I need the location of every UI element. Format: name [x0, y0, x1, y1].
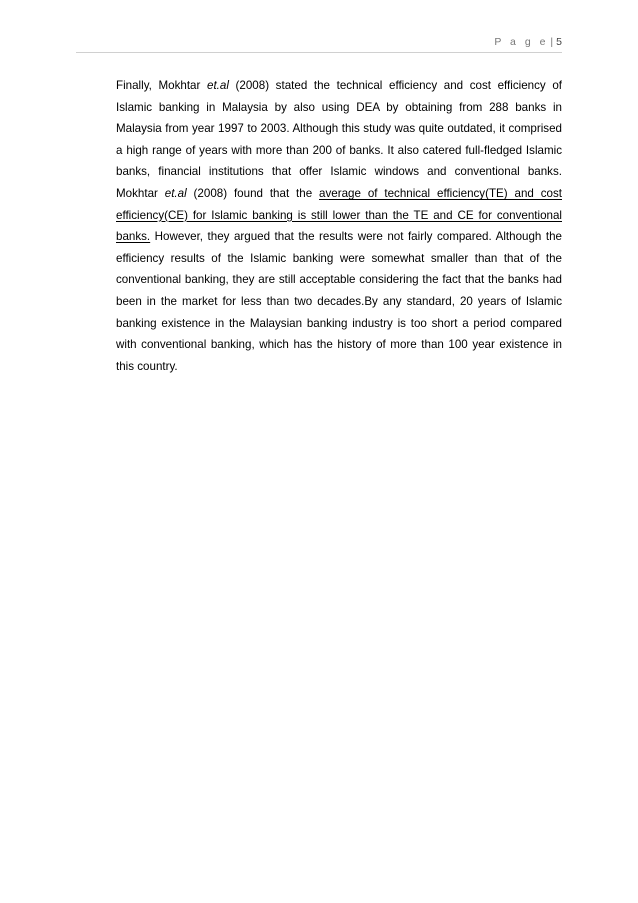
text-segment: (2008) stated the technical efficiency and cost efficiency of Islamic banking in Malaysia by also using DEA by obtaining from 288 banks in Malaysia from year 1997 to 2003. Although this study was quite outdated, it comprised a high range of years with more than 200 of banks. It also catered full-fledged Islamic banks, financial institutions that offer Islamic windows and conventional banks. Mokhtar — [116, 79, 563, 200]
underlined-finding: average of technical efficiency(TE) and cost efficiency(CE) for Islamic banking is still lower than the TE and CE for conventional banks. — [116, 186, 562, 244]
text-segment: (2008) found that the — [186, 186, 320, 200]
page-separator: | — [550, 36, 554, 48]
citation-italic: et.al — [207, 79, 229, 92]
body-paragraph — [116, 75, 562, 377]
page-label: P a g e — [494, 36, 549, 48]
citation-italic: et.al — [164, 186, 187, 200]
text-segment: Finally, Mokhtar — [116, 79, 207, 92]
page-number-label — [494, 36, 562, 48]
page-header — [76, 30, 562, 53]
page-number: 5 — [556, 36, 562, 48]
text-segment: However, they argued that the results were not fairly compared. Although the efficiency results of the Islamic banking were somewhat smaller than that of the conventional banking, they are still acceptable considering the fact that the banks had been in the market for less than two decades.By any standard, 20 years of Islamic banking existence in the Malaysian banking industry is too short a period compared with conventional banking, which has the history of more than 100 year existence in this country. — [116, 230, 562, 373]
